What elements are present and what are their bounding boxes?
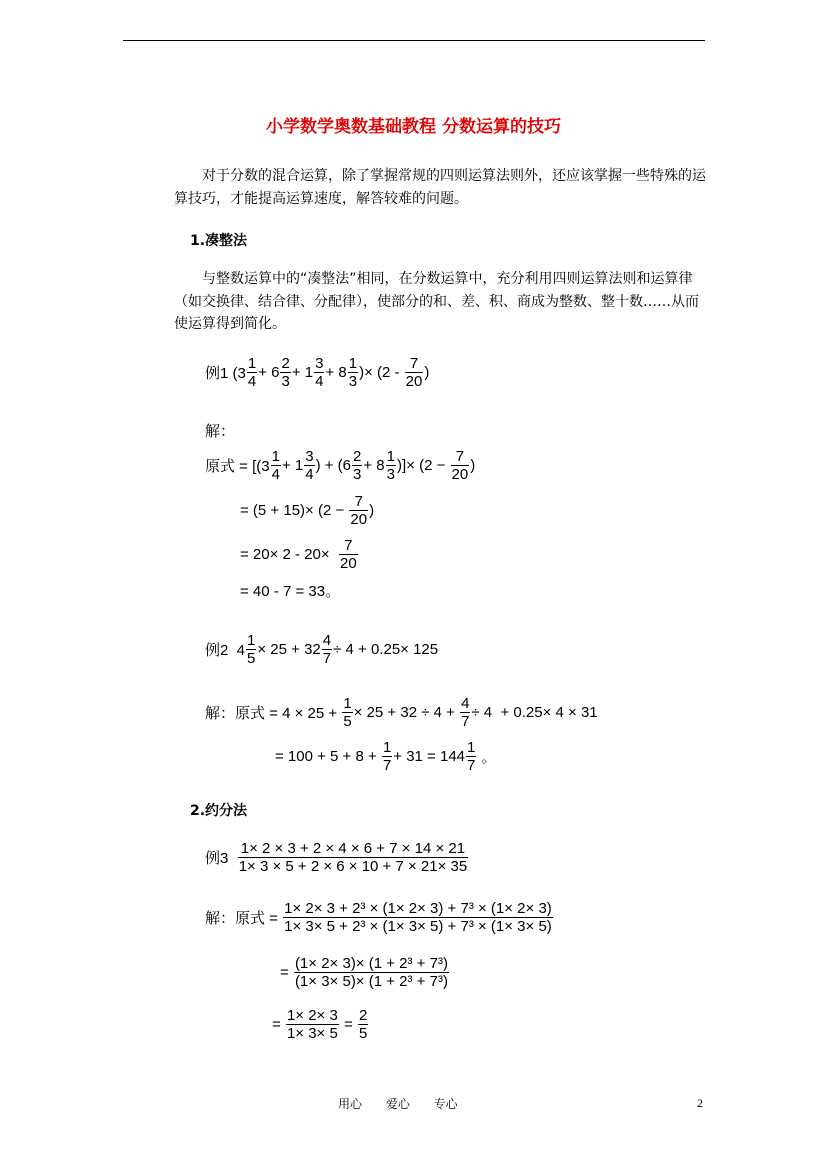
- math-text: 。: [477, 749, 497, 766]
- denominator: 4: [247, 373, 257, 390]
- math-text: =: [339, 1016, 357, 1033]
- denominator: 4: [305, 466, 314, 483]
- math-text: + 8: [325, 364, 347, 381]
- denominator: 20: [451, 466, 469, 483]
- math-text: =: [272, 1016, 285, 1033]
- numerator: 1: [467, 739, 476, 756]
- fraction: [358, 1007, 368, 1042]
- page-title: 小学数学奥数基础教程 分数运算的技巧: [266, 117, 561, 137]
- math-text: ) + (6: [315, 457, 352, 474]
- denominator: 3: [386, 466, 395, 483]
- example-3: [205, 840, 469, 875]
- example-2: [205, 632, 438, 667]
- fraction: [246, 632, 256, 667]
- fraction: [286, 1007, 339, 1042]
- denominator: 20: [340, 555, 357, 572]
- numerator: 1: [343, 695, 352, 712]
- intro-paragraph: 对于分数的混合运算，除了掌握常规的四则运算法则外，还应该掌握一些特殊的运算技巧，才能提高运算速度，解答较难的问题。: [174, 168, 706, 207]
- numerator: 1× 2× 3: [286, 1007, 338, 1024]
- fraction: [349, 493, 368, 528]
- denominator: 5: [247, 650, 256, 667]
- numerator: 2: [353, 448, 362, 465]
- footer-text: 用心 爱心 专心: [338, 1097, 458, 1111]
- denominator: 7: [382, 757, 392, 774]
- fraction: [451, 448, 470, 483]
- fraction: [314, 355, 324, 390]
- denominator: 7: [461, 713, 470, 730]
- math-text: 原式 = [(3: [205, 458, 270, 475]
- math-text: = (5 + 15)× (2 −: [240, 502, 349, 519]
- numerator: 3: [315, 355, 324, 372]
- fraction: [247, 355, 257, 390]
- denominator: 4: [271, 466, 280, 483]
- denominator: 7: [467, 757, 476, 774]
- solution-1-line-3: [240, 537, 359, 572]
- math-text: ): [424, 364, 430, 381]
- denominator: 20: [405, 373, 423, 390]
- math-text: )]× (2 −: [396, 457, 450, 474]
- solution-1-line-4: [240, 580, 340, 601]
- math-text: ÷ 4 + 0.25× 4 × 31: [471, 704, 598, 721]
- solution-3-line-1: [205, 900, 554, 935]
- math-text: + 6: [258, 364, 280, 381]
- numerator: 1: [271, 448, 280, 465]
- fraction: [339, 537, 358, 572]
- header-rule: [123, 40, 705, 41]
- denominator: 4: [315, 373, 324, 390]
- denominator: 5: [358, 1025, 368, 1042]
- numerator: 1: [386, 448, 395, 465]
- fraction: [280, 355, 290, 390]
- math-text: + 1: [281, 457, 304, 474]
- math-text: 例1 (3: [205, 365, 246, 382]
- fraction: [304, 448, 314, 483]
- math-text: =: [280, 964, 293, 981]
- solution-2-line-1: [205, 695, 598, 730]
- fraction: [352, 448, 362, 483]
- math-text: 例2 4: [205, 642, 246, 659]
- section1-paragraph: 与整数运算中的“凑整法”相同，在分数运算中，充分利用四则运算法则和运算律（如交换律、结合律、分配律），使部分的和、差、积、商成为整数、整十数……从而使运算得到简化。: [174, 271, 699, 332]
- fraction: [460, 695, 470, 730]
- denominator: 20: [350, 511, 368, 528]
- math-text: )× (2 -: [359, 364, 404, 381]
- math-text: ): [369, 502, 375, 519]
- math-text: 例3: [205, 850, 237, 867]
- fraction: [271, 448, 281, 483]
- numerator: 1: [247, 355, 257, 372]
- numerator: 7: [409, 355, 419, 372]
- section-heading-1: 1.凑整法: [190, 233, 248, 249]
- solution-3-line-2: [280, 955, 450, 990]
- denominator: 3: [348, 373, 358, 390]
- denominator: 1× 3× 5: [286, 1025, 338, 1042]
- math-text: × 25 + 32 ÷ 4 +: [353, 704, 460, 721]
- numerator: (1× 2× 3)× (1 + 2³ + 7³): [294, 955, 448, 972]
- math-text: ): [470, 457, 476, 474]
- math-text: ÷ 4 + 0.25× 125: [333, 641, 439, 658]
- fraction: [294, 955, 449, 990]
- denominator: 7: [322, 650, 332, 667]
- fraction: [342, 695, 352, 730]
- fraction: [382, 739, 392, 774]
- fraction: [405, 355, 424, 390]
- solution-2-line-2: [275, 739, 497, 774]
- fraction: [238, 840, 469, 875]
- math-text: + 8: [363, 457, 385, 474]
- math-text: 解：原式 = 4 × 25 +: [205, 705, 342, 722]
- math-text: 解：原式 =: [205, 910, 283, 927]
- section-heading-2: 2.约分法: [190, 803, 248, 819]
- math-text: + 31 = 144: [393, 748, 466, 765]
- numerator: 7: [344, 537, 353, 554]
- fraction: [386, 448, 396, 483]
- page-number: 2: [697, 1096, 703, 1110]
- numerator: 1: [382, 739, 392, 756]
- math-text: + 1: [291, 364, 314, 381]
- denominator: 3: [353, 466, 362, 483]
- math-text: = 40 - 7 = 33。: [240, 583, 341, 600]
- numerator: 1: [247, 632, 256, 649]
- numerator: 2: [281, 355, 290, 372]
- fraction: [283, 900, 553, 935]
- solution-1-line-1: [205, 448, 475, 483]
- denominator: 1× 3 × 5 + 2 × 6 × 10 + 7 × 21× 35: [238, 858, 468, 875]
- math-text: = 100 + 5 + 8 +: [275, 748, 381, 765]
- fraction: [348, 355, 358, 390]
- numerator: 7: [455, 448, 465, 465]
- numerator: 3: [305, 448, 314, 465]
- solution-1-label: [205, 420, 235, 441]
- numerator: 1: [348, 355, 358, 372]
- numerator: 1× 2 × 3 + 2 × 4 × 6 + 7 × 14 × 21: [240, 840, 466, 857]
- numerator: 2: [358, 1007, 368, 1024]
- denominator: 3: [281, 373, 290, 390]
- solution-3-line-3: [272, 1007, 369, 1042]
- solution-1-line-2: [240, 493, 374, 528]
- example-1: [205, 355, 429, 390]
- fraction: [322, 632, 332, 667]
- math-text: × 25 + 32: [257, 641, 321, 658]
- denominator: (1× 3× 5)× (1 + 2³ + 7³): [294, 973, 448, 990]
- numerator: 1× 2× 3 + 2³ × (1× 2× 3) + 7³ × (1× 2× 3): [284, 900, 552, 917]
- fraction: [466, 739, 476, 774]
- numerator: 4: [322, 632, 332, 649]
- denominator: 5: [343, 713, 352, 730]
- numerator: 4: [461, 695, 470, 712]
- math-text: 解：: [205, 423, 236, 440]
- numerator: 7: [354, 493, 363, 510]
- math-text: = 20× 2 - 20×: [240, 546, 338, 563]
- denominator: 1× 3× 5 + 2³ × (1× 3× 5) + 7³ × (1× 3× 5): [284, 918, 552, 935]
